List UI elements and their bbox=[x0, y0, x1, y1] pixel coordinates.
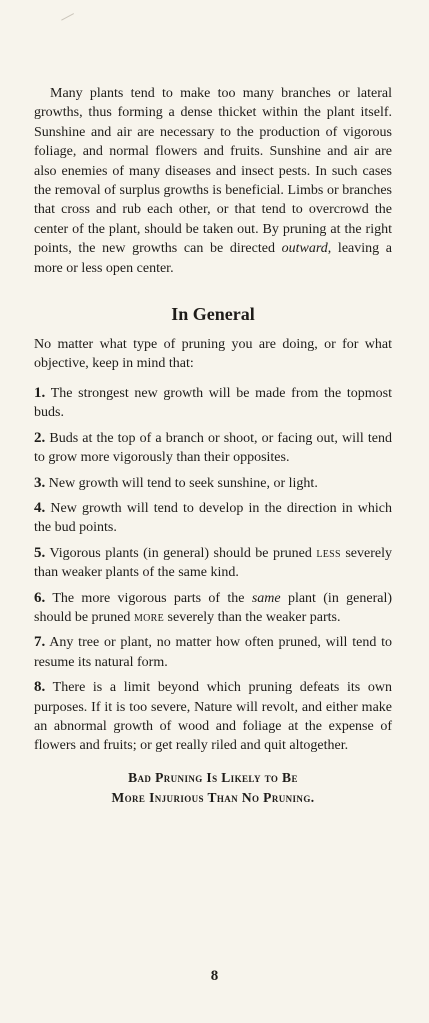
rule-number: 5. bbox=[34, 544, 46, 561]
rule-italic-word: same bbox=[251, 590, 281, 606]
rule-text-before: The more vigorous parts of the bbox=[52, 590, 252, 606]
rule-number: 4. bbox=[34, 499, 46, 516]
rule-number: 6. bbox=[34, 589, 46, 606]
rule-text: There is a limit beyond which pruning defeats its own purposes. If it is too severe, Nature will revolt, and either make an abnormal growth of wood and foliage at the expense of flowers and fruits; or get really riled and quit altogether. bbox=[34, 680, 392, 754]
rule-item-3 bbox=[34, 474, 392, 493]
page-body bbox=[34, 84, 392, 808]
section-lead: No matter what type of pruning you are doing, or for what objective, keep in mind that: bbox=[34, 337, 392, 372]
rule-text-after: severely than weaker plants of the same kind. bbox=[34, 545, 393, 581]
intro-emphasis: outward bbox=[281, 241, 328, 257]
rule-text: Buds at the top of a branch or shoot, or facing out, will tend to grow more vigorously than their opposites. bbox=[34, 430, 393, 466]
rule-text: The strongest new growth will be made from the topmost buds. bbox=[34, 385, 392, 421]
rule-text: Any tree or plant, no matter how often pruned, will tend to resume its natural form. bbox=[34, 635, 393, 670]
paper-mark bbox=[61, 13, 77, 26]
rule-text: New growth will tend to seek sunshine, or light. bbox=[48, 475, 318, 491]
rule-item-7 bbox=[34, 633, 392, 672]
rule-text-after: severely than the weaker parts. bbox=[164, 609, 341, 625]
page-number: 8 bbox=[210, 968, 219, 984]
rule-item-2 bbox=[34, 429, 392, 468]
rule-number: 1. bbox=[34, 384, 46, 401]
rule-number: 8. bbox=[34, 679, 46, 696]
rule-item-8 bbox=[34, 678, 392, 756]
rule-item-6 bbox=[34, 589, 392, 628]
rule-number: 3. bbox=[34, 474, 46, 491]
rule-text-before: Vigorous plants (in general) should be pruned bbox=[49, 545, 317, 561]
rule-number: 2. bbox=[34, 429, 46, 446]
rule-item-4 bbox=[34, 499, 392, 538]
section-heading: In General bbox=[171, 304, 255, 325]
rule-text: New growth will tend to develop in the direction in which the bud points. bbox=[34, 500, 392, 536]
intro-text-part1: Many plants tend to make too many branches or lateral growths, thus forming a dense thicket within the plant itself. Sunshine and air are necessary to the production of vigorous foliage, and normal flowers and fruits. Sunshine and air are also enemies of many diseases and insect pests. In such cases the removal of surplus growths is beneficial. Limbs or branches that cross and rub each other, or that tend to overcrowd the center of the plant, should be taken out. By pruning at the right points, the new growths can be directed bbox=[34, 86, 392, 257]
intro-text-part2: , leaving a more or less open center. bbox=[34, 241, 393, 276]
rule-smallcaps-word: less bbox=[316, 545, 341, 561]
rule-number: 7. bbox=[34, 634, 46, 651]
rule-text-middle: plant (in general) should be pruned bbox=[34, 590, 392, 625]
closing-line-2: More Injurious Than No Pruning. bbox=[111, 789, 315, 805]
rule-item-5 bbox=[34, 544, 392, 583]
closing-line-1: Bad Pruning Is Likely to Be bbox=[128, 769, 298, 785]
rule-item-1 bbox=[34, 384, 392, 423]
rule-smallcaps-word: more bbox=[133, 609, 165, 625]
closing-statement bbox=[34, 768, 392, 808]
intro-paragraph bbox=[34, 84, 392, 278]
